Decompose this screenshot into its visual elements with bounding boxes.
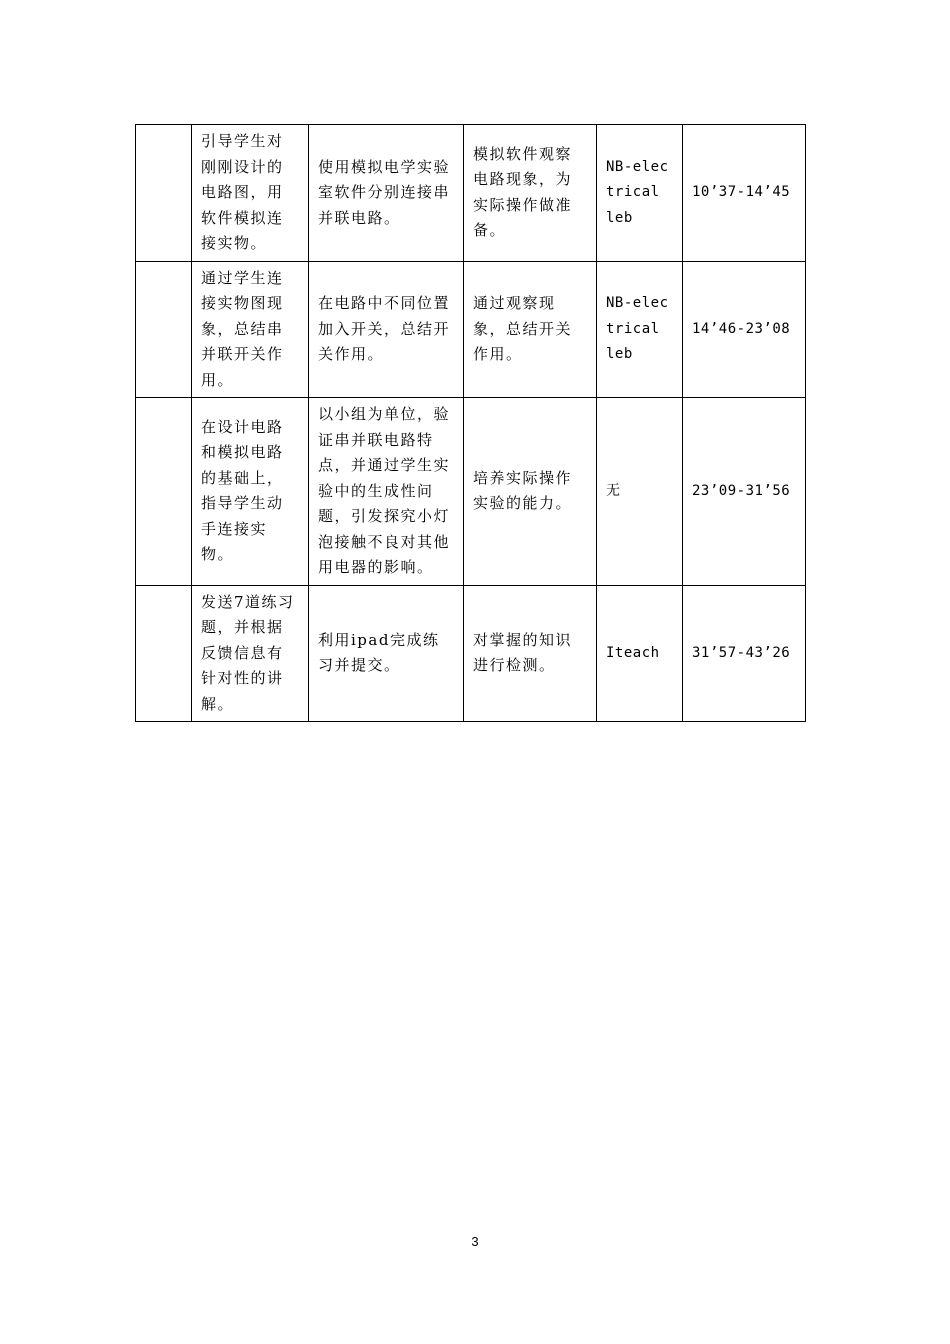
stage-cell	[136, 261, 192, 398]
teacher-activity-cell: 通过学生连接实物图现象，总结串并联开关作用。	[192, 261, 309, 398]
table-row	[136, 585, 806, 722]
time-cell: 31’57-43’26	[683, 585, 806, 722]
time-cell: 14’46-23’08	[683, 261, 806, 398]
teacher-activity-cell: 在设计电路和模拟电路的基础上，指导学生动手连接实物。	[192, 398, 309, 586]
student-activity-cell: 使用模拟电学实验室软件分别连接串并联电路。	[309, 125, 464, 262]
teacher-activity-cell: 发送7道练习题，并根据反馈信息有针对性的讲解。	[192, 585, 309, 722]
student-activity-cell: 利用ipad完成练习并提交。	[309, 585, 464, 722]
lesson-process-table	[135, 124, 806, 722]
time-cell: 10’37-14’45	[683, 125, 806, 262]
tool-cell: NB-electrical leb	[597, 261, 683, 398]
table-row	[136, 125, 806, 262]
stage-cell	[136, 398, 192, 586]
student-activity-cell: 在电路中不同位置加入开关，总结开关作用。	[309, 261, 464, 398]
teacher-activity-cell: 引导学生对刚刚设计的电路图，用软件模拟连接实物。	[192, 125, 309, 262]
tool-cell: 无	[597, 398, 683, 586]
tool-cell: Iteach	[597, 585, 683, 722]
table-row	[136, 261, 806, 398]
stage-cell	[136, 125, 192, 262]
design-purpose-cell: 通过观察现象，总结开关作用。	[464, 261, 597, 398]
student-activity-cell: 以小组为单位，验证串并联电路特点，并通过学生实验中的生成性问题，引发探究小灯泡接触不良对其他用电器的影响。	[309, 398, 464, 586]
page-number: 3	[471, 1234, 479, 1249]
design-purpose-cell: 对掌握的知识进行检测。	[464, 585, 597, 722]
design-purpose-cell: 模拟软件观察电路现象，为实际操作做准备。	[464, 125, 597, 262]
tool-cell: NB-electrical leb	[597, 125, 683, 262]
stage-cell	[136, 585, 192, 722]
design-purpose-cell: 培养实际操作实验的能力。	[464, 398, 597, 586]
time-cell: 23’09-31’56	[683, 398, 806, 586]
table-row	[136, 398, 806, 586]
